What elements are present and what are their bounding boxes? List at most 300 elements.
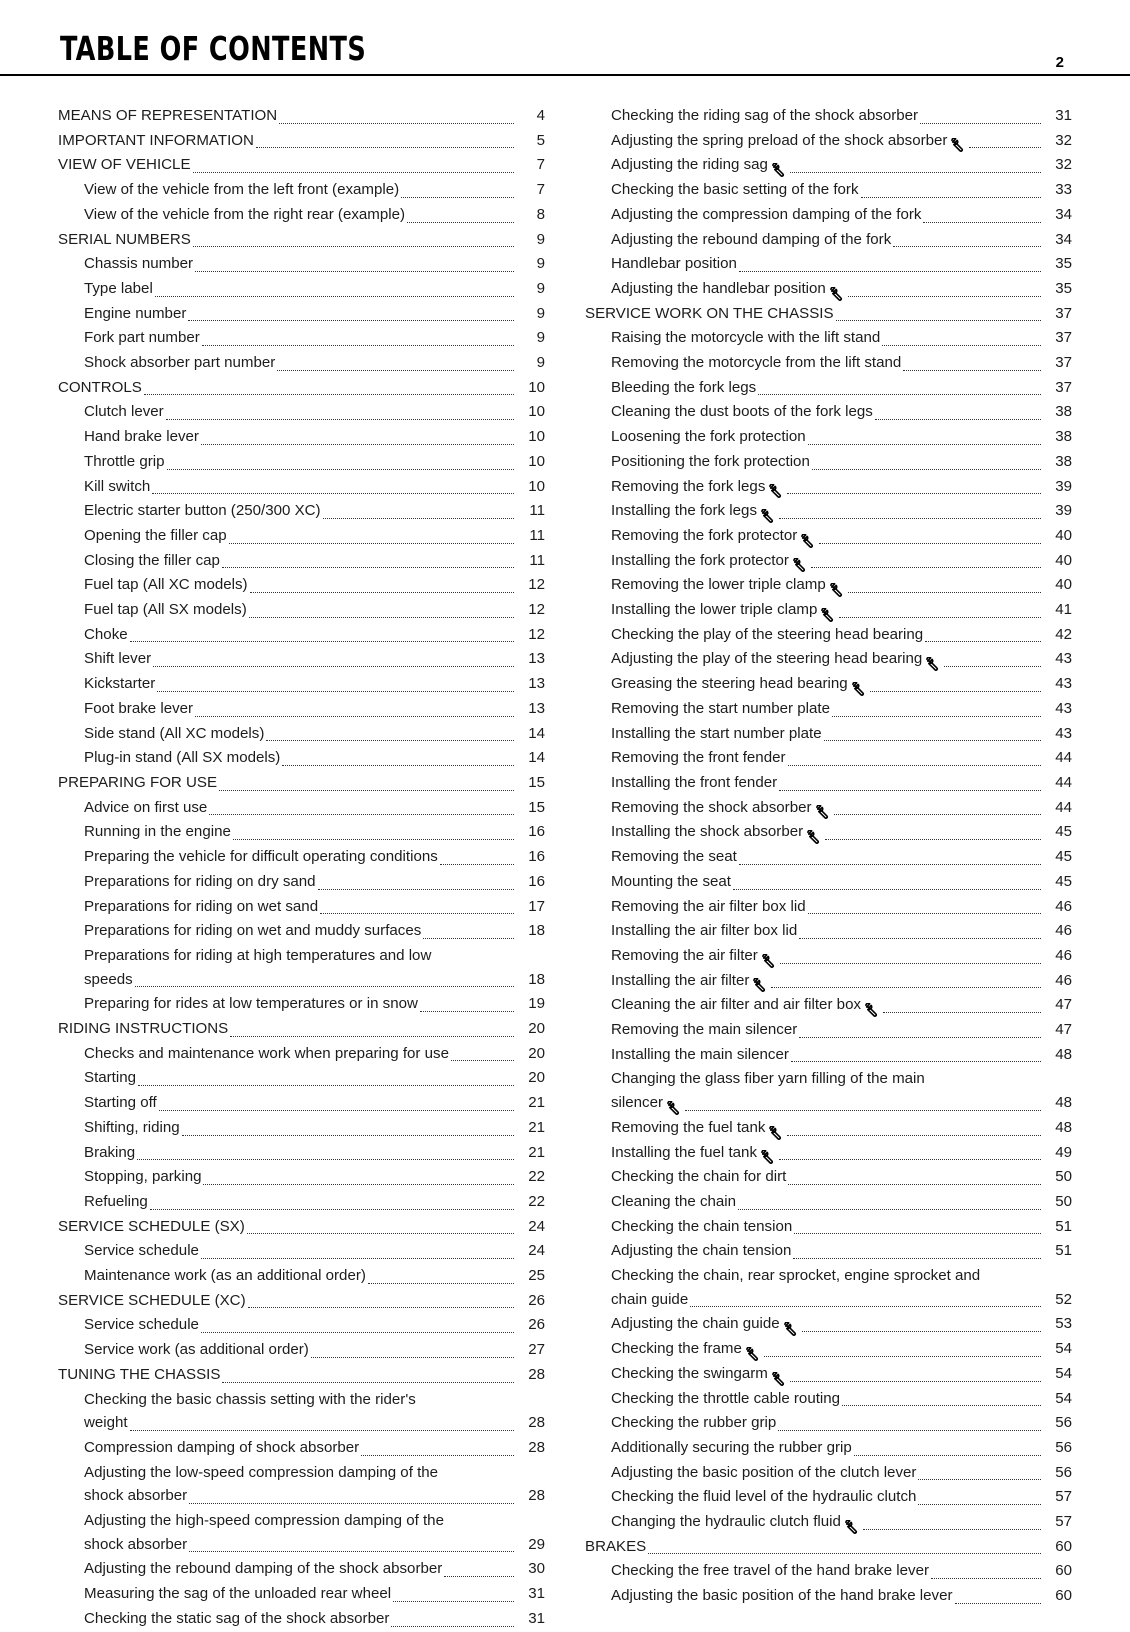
toc-entry-label: Checking the frame: [611, 1340, 742, 1358]
toc-entry-page: 9: [536, 230, 545, 248]
toc-entry-section[interactable]: [585, 302, 1072, 327]
dot-leader: [808, 912, 1041, 914]
dot-leader: [222, 566, 514, 568]
toc-entry-page: 12: [528, 601, 545, 619]
toc-entry-subsection[interactable]: [585, 1067, 1072, 1092]
toc-entry-label: Adjusting the compression damping of the fork: [611, 205, 922, 223]
toc-entry-subsection[interactable]: [58, 1190, 545, 1215]
toc-entry-label: Fork part number: [84, 329, 200, 347]
toc-entry-label: Plug-in stand (All SX models): [84, 749, 281, 767]
toc-entry-label: Starting: [84, 1069, 137, 1087]
toc-entry-label: CONTROLS: [58, 378, 142, 396]
dot-leader: [739, 863, 1041, 865]
toc-entry-label: Adjusting the chain tension: [611, 1242, 792, 1260]
toc-entry-subsection[interactable]: [585, 647, 1072, 672]
toc-entry-subsection[interactable]: [585, 895, 1072, 920]
dot-leader: [323, 517, 514, 519]
toc-entry-page: 38: [1055, 403, 1072, 421]
toc-entry-label: Adjusting the handlebar position: [611, 279, 826, 297]
toc-entry-subsection[interactable]: [585, 573, 1072, 598]
toc-entry-label: Checking the basic setting of the fork: [611, 181, 859, 199]
wrench-icon: [761, 509, 776, 524]
toc-entry-subsection[interactable]: [58, 1313, 545, 1338]
toc-entry-section[interactable]: [58, 1289, 545, 1314]
toc-entry-page: 57: [1055, 1488, 1072, 1506]
toc-entry-label: Throttle grip: [84, 452, 165, 470]
toc-entry-page: 41: [1055, 601, 1072, 619]
toc-entry-label: Adjusting the chain guide: [611, 1315, 780, 1333]
toc-entry-section[interactable]: [58, 1017, 545, 1042]
toc-entry-subsection[interactable]: [58, 1484, 545, 1509]
toc-columns: [0, 104, 1130, 1632]
dot-leader: [788, 764, 1041, 766]
wrench-icon: [772, 1372, 787, 1387]
toc-entry-page: 27: [528, 1341, 545, 1359]
toc-entry-label: SERIAL NUMBERS: [58, 230, 191, 248]
toc-entry-subsection[interactable]: [585, 697, 1072, 722]
toc-entry-label: Adjusting the high-speed compression damping of the: [84, 1512, 444, 1530]
toc-entry-label: MEANS OF REPRESENTATION: [58, 107, 278, 124]
toc-entry-subsection[interactable]: [585, 746, 1072, 771]
toc-entry-label: chain guide: [611, 1290, 689, 1308]
toc-entry-subsection[interactable]: [58, 992, 545, 1017]
dot-leader: [189, 1550, 514, 1552]
toc-entry-label: Positioning the fork protection: [611, 452, 810, 470]
dot-leader: [420, 1010, 514, 1012]
toc-entry-subsection[interactable]: [585, 524, 1072, 549]
toc-entry-subsection[interactable]: [585, 796, 1072, 821]
toc-entry-subsection[interactable]: [585, 1362, 1072, 1387]
toc-entry-subsection[interactable]: [58, 1091, 545, 1116]
toc-entry-page: 32: [1055, 131, 1072, 149]
toc-entry-label: Handlebar position: [611, 255, 737, 273]
toc-entry-subsection[interactable]: [585, 1018, 1072, 1043]
dot-leader: [407, 221, 514, 223]
toc-entry-subsection[interactable]: [585, 1312, 1072, 1337]
dot-leader: [690, 1305, 1041, 1307]
dot-leader: [150, 1208, 514, 1210]
toc-entry-subsection[interactable]: [58, 1436, 545, 1461]
toc-entry-label: Removing the air filter box lid: [611, 897, 806, 915]
toc-entry-subsection[interactable]: [585, 1165, 1072, 1190]
toc-entry-subsection[interactable]: [58, 820, 545, 845]
dot-leader: [882, 344, 1041, 346]
toc-entry-subsection[interactable]: [585, 1387, 1072, 1412]
dot-leader: [203, 1183, 514, 1185]
toc-entry-subsection[interactable]: [585, 499, 1072, 524]
toc-entry-page: 42: [1055, 625, 1072, 643]
toc-entry-subsection[interactable]: [585, 129, 1072, 154]
toc-entry-label: TUNING THE CHASSIS: [58, 1365, 221, 1383]
toc-entry-page: 7: [536, 181, 545, 199]
toc-entry-subsection[interactable]: [585, 944, 1072, 969]
toc-entry-label: Engine number: [84, 304, 187, 322]
wrench-icon: [852, 682, 867, 697]
toc-entry-subsection[interactable]: [58, 1264, 545, 1289]
toc-entry-subsection[interactable]: [58, 277, 545, 302]
dot-leader: [256, 146, 514, 148]
toc-entry-label: SERVICE SCHEDULE (SX): [58, 1217, 245, 1235]
toc-entry-page: 12: [528, 625, 545, 643]
dot-leader: [166, 418, 514, 420]
toc-entry-subsection[interactable]: [58, 425, 545, 450]
toc-entry-subsection[interactable]: [585, 1288, 1072, 1313]
dot-leader: [167, 468, 514, 470]
toc-entry-page: 24: [528, 1242, 545, 1260]
dot-leader: [159, 1109, 514, 1111]
toc-entry-page: 60: [1055, 1537, 1072, 1555]
toc-entry-subsection[interactable]: [585, 722, 1072, 747]
dot-leader: [233, 838, 514, 840]
toc-entry-subsection[interactable]: [58, 1066, 545, 1091]
toc-entry-label: Installing the front fender: [611, 773, 778, 791]
dot-leader: [201, 1257, 514, 1259]
dot-leader: [780, 962, 1041, 964]
toc-entry-label: Checking the throttle cable routing: [611, 1389, 841, 1407]
toc-entry-page: 34: [1055, 230, 1072, 248]
toc-entry-subsection[interactable]: [58, 1042, 545, 1067]
toc-entry-subsection[interactable]: [58, 870, 545, 895]
toc-entry-page: 37: [1055, 329, 1072, 347]
dot-leader: [195, 715, 514, 717]
toc-entry-label: Cleaning the air filter and air filter box: [611, 996, 862, 1014]
toc-entry-subsection[interactable]: [58, 598, 545, 623]
toc-entry-page: 18: [528, 922, 545, 940]
dot-leader: [812, 468, 1041, 470]
toc-entry-subsection[interactable]: [58, 1509, 545, 1534]
toc-entry-subsection[interactable]: [58, 524, 545, 549]
toc-entry-subsection[interactable]: [58, 968, 545, 993]
toc-entry-subsection[interactable]: [58, 400, 545, 425]
toc-entry-subsection[interactable]: [58, 919, 545, 944]
toc-entry-subsection[interactable]: [585, 1461, 1072, 1486]
toc-entry-subsection[interactable]: [585, 1116, 1072, 1141]
toc-entry-label: Checking the chain for dirt: [611, 1168, 787, 1186]
wrench-icon: [753, 978, 768, 993]
toc-entry-section[interactable]: [585, 1535, 1072, 1560]
toc-entry-page: 48: [1055, 1094, 1072, 1112]
toc-entry-subsection[interactable]: [58, 1557, 545, 1582]
toc-entry-subsection[interactable]: [585, 228, 1072, 253]
toc-entry-subsection[interactable]: [585, 1043, 1072, 1068]
toc-entry-subsection[interactable]: [58, 450, 545, 475]
toc-entry-subsection[interactable]: [585, 400, 1072, 425]
toc-entry-subsection[interactable]: [58, 647, 545, 672]
toc-entry-label: Fuel tap (All XC models): [84, 576, 248, 594]
toc-entry-label: Checking the chain, rear sprocket, engine sprocket and: [611, 1267, 981, 1285]
toc-entry-subsection[interactable]: [585, 450, 1072, 475]
toc-entry-label: Adjusting the low-speed compression damping of the: [84, 1463, 439, 1481]
wrench-icon: [821, 608, 836, 623]
toc-entry-subsection[interactable]: [58, 722, 545, 747]
toc-entry-subsection[interactable]: [58, 1141, 545, 1166]
toc-entry-label: Checking the free travel of the hand brake lever: [611, 1562, 929, 1580]
toc-entry-subsection[interactable]: [585, 203, 1072, 228]
toc-entry-page: 40: [1055, 576, 1072, 594]
dot-leader: [685, 1109, 1041, 1111]
toc-entry-section[interactable]: [58, 1363, 545, 1388]
toc-entry-subsection[interactable]: [585, 623, 1072, 648]
toc-entry-subsection[interactable]: [58, 1607, 545, 1632]
toc-entry-page: 15: [528, 773, 545, 791]
toc-entry-label: Removing the shock absorber: [611, 798, 812, 816]
toc-entry-subsection[interactable]: [585, 178, 1072, 203]
toc-entry-subsection[interactable]: [585, 326, 1072, 351]
toc-entry-page: 46: [1055, 971, 1072, 989]
toc-entry-subsection[interactable]: [585, 1190, 1072, 1215]
toc-entry-subsection[interactable]: [58, 895, 545, 920]
toc-entry-subsection[interactable]: [585, 252, 1072, 277]
toc-entry-label: Service schedule: [84, 1242, 199, 1260]
dot-leader: [423, 937, 514, 939]
toc-entry-section[interactable]: [58, 228, 545, 253]
toc-entry-subsection[interactable]: [585, 598, 1072, 623]
toc-entry-subsection[interactable]: [585, 1584, 1072, 1609]
toc-entry-page: 54: [1055, 1364, 1072, 1382]
toc-entry-page: 37: [1055, 304, 1072, 322]
toc-entry-page: 10: [528, 403, 545, 421]
toc-entry-page: 49: [1055, 1143, 1072, 1161]
toc-entry-page: 10: [528, 378, 545, 396]
toc-entry-page: 20: [528, 1044, 545, 1062]
toc-entry-label: VIEW OF VEHICLE: [58, 156, 191, 174]
toc-entry-subsection[interactable]: [58, 326, 545, 351]
toc-entry-subsection[interactable]: [58, 1116, 545, 1141]
toc-entry-subsection[interactable]: [58, 1239, 545, 1264]
toc-entry-section[interactable]: [58, 104, 545, 129]
toc-entry-page: 28: [528, 1414, 545, 1432]
toc-entry-subsection[interactable]: [585, 1239, 1072, 1264]
toc-entry-page: 13: [528, 650, 545, 668]
toc-entry-page: 35: [1055, 255, 1072, 273]
toc-entry-subsection[interactable]: [585, 277, 1072, 302]
toc-entry-label: Opening the filler cap: [84, 526, 227, 544]
toc-entry-subsection[interactable]: [585, 845, 1072, 870]
toc-entry-subsection[interactable]: [585, 1411, 1072, 1436]
dot-leader: [758, 393, 1041, 395]
toc-entry-page: 20: [528, 1020, 545, 1038]
toc-entry-page: 37: [1055, 354, 1072, 372]
toc-entry-label: shock absorber: [84, 1487, 188, 1505]
toc-entry-subsection[interactable]: [58, 1388, 545, 1413]
toc-entry-subsection[interactable]: [585, 969, 1072, 994]
toc-entry-subsection[interactable]: [58, 796, 545, 821]
toc-entry-label: Checking the basic chassis setting with the rider's: [84, 1390, 416, 1408]
toc-entry-label: Closing the filler cap: [84, 551, 220, 569]
toc-entry-subsection[interactable]: [585, 1215, 1072, 1240]
dot-leader: [834, 813, 1041, 815]
toc-entry-label: Adjusting the rebound damping of the fork: [611, 230, 892, 248]
toc-entry-subsection[interactable]: [585, 153, 1072, 178]
dot-leader: [791, 1060, 1041, 1062]
toc-entry-label: Checking the rubber grip: [611, 1414, 777, 1432]
dot-leader: [189, 1502, 514, 1504]
toc-entry-label: Removing the motorcycle from the lift stand: [611, 354, 902, 372]
toc-entry-subsection[interactable]: [58, 672, 545, 697]
toc-entry-subsection[interactable]: [58, 1411, 545, 1436]
dot-leader: [825, 838, 1041, 840]
toc-entry-subsection[interactable]: [58, 475, 545, 500]
dot-leader: [779, 789, 1041, 791]
toc-entry-subsection[interactable]: [58, 549, 545, 574]
toc-entry-subsection[interactable]: [585, 475, 1072, 500]
toc-entry-page: 16: [528, 823, 545, 841]
toc-entry-page: 48: [1055, 1045, 1072, 1063]
toc-entry-subsection[interactable]: [585, 870, 1072, 895]
toc-entry-page: 31: [528, 1609, 545, 1627]
toc-entry-subsection[interactable]: [58, 1533, 545, 1558]
toc-entry-page: 45: [1055, 872, 1072, 890]
toc-entry-subsection[interactable]: [58, 302, 545, 327]
toc-entry-subsection[interactable]: [58, 252, 545, 277]
dot-leader: [793, 1257, 1041, 1259]
toc-entry-subsection[interactable]: [585, 104, 1072, 129]
toc-entry-subsection[interactable]: [58, 1165, 545, 1190]
dot-leader: [811, 566, 1041, 568]
toc-entry-label: Starting off: [84, 1094, 157, 1112]
toc-entry-label: Adjusting the play of the steering head bearing: [611, 650, 923, 668]
dot-leader: [219, 789, 514, 791]
toc-entry-section[interactable]: [58, 129, 545, 154]
toc-entry-subsection[interactable]: [585, 1436, 1072, 1461]
toc-entry-page: 54: [1055, 1389, 1072, 1407]
toc-entry-subsection[interactable]: [585, 1264, 1072, 1289]
toc-entry-label: Installing the start number plate: [611, 724, 822, 742]
toc-entry-subsection[interactable]: [58, 1338, 545, 1363]
dot-leader: [799, 1036, 1041, 1038]
toc-entry-page: 32: [1055, 156, 1072, 174]
toc-entry-page: 31: [528, 1585, 545, 1603]
toc-entry-label: Removing the lower triple clamp: [611, 576, 826, 594]
toc-entry-section[interactable]: [58, 1215, 545, 1240]
dot-leader: [250, 591, 514, 593]
toc-entry-subsection[interactable]: [585, 376, 1072, 401]
wrench-icon: [865, 1003, 880, 1018]
toc-entry-page: 56: [1055, 1414, 1072, 1432]
toc-entry-subsection[interactable]: [58, 203, 545, 228]
toc-entry-subsection[interactable]: [585, 1091, 1072, 1116]
toc-entry-page: 44: [1055, 798, 1072, 816]
toc-entry-subsection[interactable]: [585, 1559, 1072, 1584]
toc-entry-page: 21: [528, 1094, 545, 1112]
toc-entry-page: 28: [528, 1487, 545, 1505]
toc-entry-label: Shock absorber part number: [84, 354, 276, 372]
toc-entry-page: 39: [1055, 477, 1072, 495]
dot-leader: [152, 492, 514, 494]
toc-entry-subsection[interactable]: [58, 499, 545, 524]
dot-leader: [157, 690, 514, 692]
wrench-icon: [772, 163, 787, 178]
toc-entry-subsection[interactable]: [58, 573, 545, 598]
dot-leader: [440, 863, 514, 865]
dot-leader: [361, 1454, 514, 1456]
toc-entry-subsection[interactable]: [585, 820, 1072, 845]
toc-entry-page: 40: [1055, 551, 1072, 569]
toc-entry-section[interactable]: [58, 771, 545, 796]
dot-leader: [764, 1355, 1041, 1357]
toc-entry-subsection[interactable]: [585, 1485, 1072, 1510]
toc-entry-subsection[interactable]: [585, 425, 1072, 450]
toc-entry-page: 38: [1055, 452, 1072, 470]
toc-entry-subsection[interactable]: [58, 746, 545, 771]
toc-entry-subsection[interactable]: [58, 1461, 545, 1486]
toc-entry-page: 47: [1055, 1021, 1072, 1039]
wrench-icon: [807, 830, 822, 845]
wrench-icon: [762, 954, 777, 969]
toc-entry-label: Changing the hydraulic clutch fluid: [611, 1513, 841, 1531]
toc-entry-subsection[interactable]: [58, 1582, 545, 1607]
toc-entry-subsection[interactable]: [585, 1141, 1072, 1166]
dot-leader: [318, 888, 514, 890]
toc-entry-page: 11: [529, 526, 545, 544]
dot-leader: [875, 418, 1041, 420]
toc-entry-subsection[interactable]: [58, 178, 545, 203]
dot-leader: [923, 221, 1041, 223]
toc-entry-label: Preparations for riding on wet and muddy surfaces: [84, 922, 422, 940]
toc-entry-label: Installing the lower triple clamp: [611, 601, 818, 619]
toc-entry-label: Hand brake lever: [84, 428, 199, 446]
dot-leader: [188, 319, 514, 321]
toc-entry-label: Checking the chain tension: [611, 1217, 793, 1235]
toc-entry-label: Installing the fork legs: [611, 502, 757, 520]
toc-entry-subsection[interactable]: [585, 1337, 1072, 1362]
toc-entry-page: 44: [1055, 749, 1072, 767]
dot-leader: [903, 369, 1041, 371]
toc-entry-subsection[interactable]: [585, 919, 1072, 944]
toc-entry-subsection[interactable]: [585, 1510, 1072, 1535]
toc-entry-subsection[interactable]: [58, 845, 545, 870]
toc-entry-page: 37: [1055, 378, 1072, 396]
toc-entry-section[interactable]: [58, 153, 545, 178]
dot-leader: [249, 616, 514, 618]
toc-entry-page: 9: [536, 354, 545, 372]
dot-leader: [155, 295, 514, 297]
toc-entry-label: Installing the air filter: [611, 971, 750, 989]
toc-entry-label: IMPORTANT INFORMATION: [58, 131, 254, 149]
toc-entry-page: 45: [1055, 848, 1072, 866]
header-divider: [0, 74, 1130, 76]
toc-entry-subsection[interactable]: [585, 771, 1072, 796]
toc-entry-subsection[interactable]: [58, 697, 545, 722]
toc-entry-page: 17: [528, 897, 545, 915]
toc-entry-page: 46: [1055, 946, 1072, 964]
toc-entry-page: 43: [1055, 724, 1072, 742]
toc-entry-page: 60: [1055, 1587, 1072, 1605]
dot-leader: [138, 1084, 514, 1086]
toc-entry-page: 50: [1055, 1168, 1072, 1186]
toc-entry-subsection[interactable]: [585, 351, 1072, 376]
dot-leader: [836, 319, 1041, 321]
dot-leader: [925, 640, 1041, 642]
toc-entry-page: 21: [528, 1143, 545, 1161]
toc-entry-page: 10: [528, 428, 545, 446]
toc-entry-subsection[interactable]: [58, 623, 545, 648]
toc-entry-subsection[interactable]: [58, 351, 545, 376]
dot-leader: [733, 888, 1041, 890]
toc-entry-label: Fuel tap (All SX models): [84, 601, 247, 619]
toc-entry-label: PREPARING FOR USE: [58, 773, 218, 791]
dot-leader: [648, 1552, 1041, 1554]
toc-entry-subsection[interactable]: [585, 993, 1072, 1018]
toc-entry-subsection[interactable]: [58, 944, 545, 969]
dot-leader: [778, 1429, 1041, 1431]
toc-entry-section[interactable]: [58, 376, 545, 401]
toc-entry-subsection[interactable]: [585, 672, 1072, 697]
toc-entry-label: Measuring the sag of the unloaded rear wheel: [84, 1585, 392, 1603]
dot-leader: [832, 715, 1041, 717]
toc-entry-subsection[interactable]: [585, 549, 1072, 574]
dot-leader: [861, 196, 1041, 198]
